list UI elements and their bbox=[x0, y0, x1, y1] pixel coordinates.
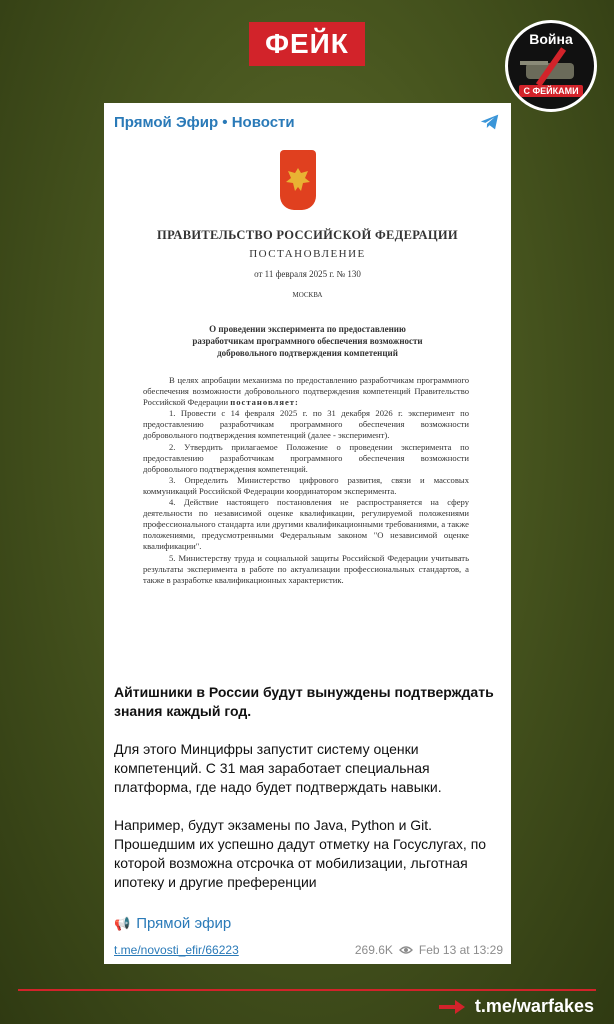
post-footer bbox=[114, 941, 503, 959]
post-headline: Айтишники в России будут вынуждены подтверждать знания каждый год. bbox=[114, 684, 494, 719]
post-link[interactable]: t.me/novosti_efir/66223 bbox=[114, 943, 239, 957]
document-item: 5. Министерству труда и социальной защиты Российской Федерации учитывать результаты эксперимента в работе по актуализации профессиональных стандартов, а также в разработке квалификационных характеристик. bbox=[143, 552, 469, 585]
post-paragraph: Например, будут экзамены по Java, Python и Git. Прошедшим их успешно дадут отметку на Госуслугах, по которой возможна отсрочка от мобилизации, льготная ипотеку и другие преференции bbox=[114, 817, 487, 890]
document-subject: О проведении эксперимента по предоставлению разработчикам программного обеспечения возможности добровольного подтверждения компетенций bbox=[192, 324, 423, 358]
document-intro: В целях апробации механизма по предоставлению разработчикам программного обеспечения возможности добровольного подтверждения компетенций Правительство Российской Федерации постановляет: bbox=[143, 375, 469, 408]
document-item: 3. Определить Министерство цифрового развития, связи и массовых коммуникаций Российской Федерации координатором эксперимента. bbox=[143, 474, 469, 496]
post-text bbox=[114, 683, 504, 892]
logo-top-text: Война bbox=[529, 31, 573, 47]
telegram-post-card bbox=[104, 103, 511, 964]
warfakes-link-text[interactable]: t.me/warfakes bbox=[474, 996, 594, 1016]
decree-document-image bbox=[140, 148, 475, 683]
document-item: 2. Утвердить прилагаемое Положение о проведении эксперимента по предоставлению разработчикам программного обеспечения возможности добровольного подтверждения компетенций. bbox=[143, 441, 469, 474]
document-item: 4. Действие настоящего постановления не распространяется на сферу деятельности по независимой оценке квалификации, регулируемой положениями профессионального стандарта или другими квалификационными требованиями, а также положениями, предусмотренными Федеральным законом "О независимой оценке квалификации". bbox=[143, 497, 469, 552]
document-item: 1. Провести с 14 февраля 2025 г. по 31 декабря 2026 г. эксперимент по предоставлению разработчикам программного обеспечения возможности добровольного подтверждения компетенций (далее - эксперимент). bbox=[143, 408, 469, 441]
tank-icon bbox=[520, 49, 582, 83]
megaphone-icon: 📢 bbox=[114, 915, 131, 931]
channel-signature[interactable] bbox=[114, 915, 231, 932]
divider bbox=[18, 989, 596, 991]
document-date: от 11 февраля 2025 г. № 130 bbox=[254, 269, 361, 279]
channel-name[interactable]: Прямой эфир bbox=[136, 915, 232, 932]
arrow-right-icon bbox=[439, 1000, 465, 1014]
view-count: 269.6K bbox=[354, 943, 393, 957]
channel-title[interactable]: Прямой Эфир • Новости bbox=[114, 113, 295, 131]
post-header bbox=[114, 110, 501, 134]
document-body bbox=[143, 375, 469, 586]
document-title: ПРАВИТЕЛЬСТВО РОССИЙСКОЙ ФЕДЕРАЦИИ bbox=[157, 228, 458, 242]
post-date: Feb 13 at 13:29 bbox=[418, 943, 503, 957]
logo-bottom-text: С ФЕЙКАМИ bbox=[519, 85, 582, 97]
telegram-icon[interactable] bbox=[479, 111, 501, 133]
eye-icon bbox=[399, 945, 413, 955]
document-type: ПОСТАНОВЛЕНИЕ bbox=[249, 248, 366, 260]
coat-of-arms-icon bbox=[280, 150, 316, 210]
post-meta bbox=[355, 943, 503, 957]
post-paragraph: Для этого Минцифры запустит систему оценки компетенций. С 31 мая заработает специальная платформа, где надо будет подтверждать навыки. bbox=[114, 741, 442, 795]
fake-badge: ФЕЙК bbox=[249, 22, 365, 66]
document-city: МОСКВА bbox=[292, 291, 323, 299]
war-on-fakes-logo bbox=[505, 20, 597, 112]
warfakes-link[interactable] bbox=[439, 996, 594, 1017]
